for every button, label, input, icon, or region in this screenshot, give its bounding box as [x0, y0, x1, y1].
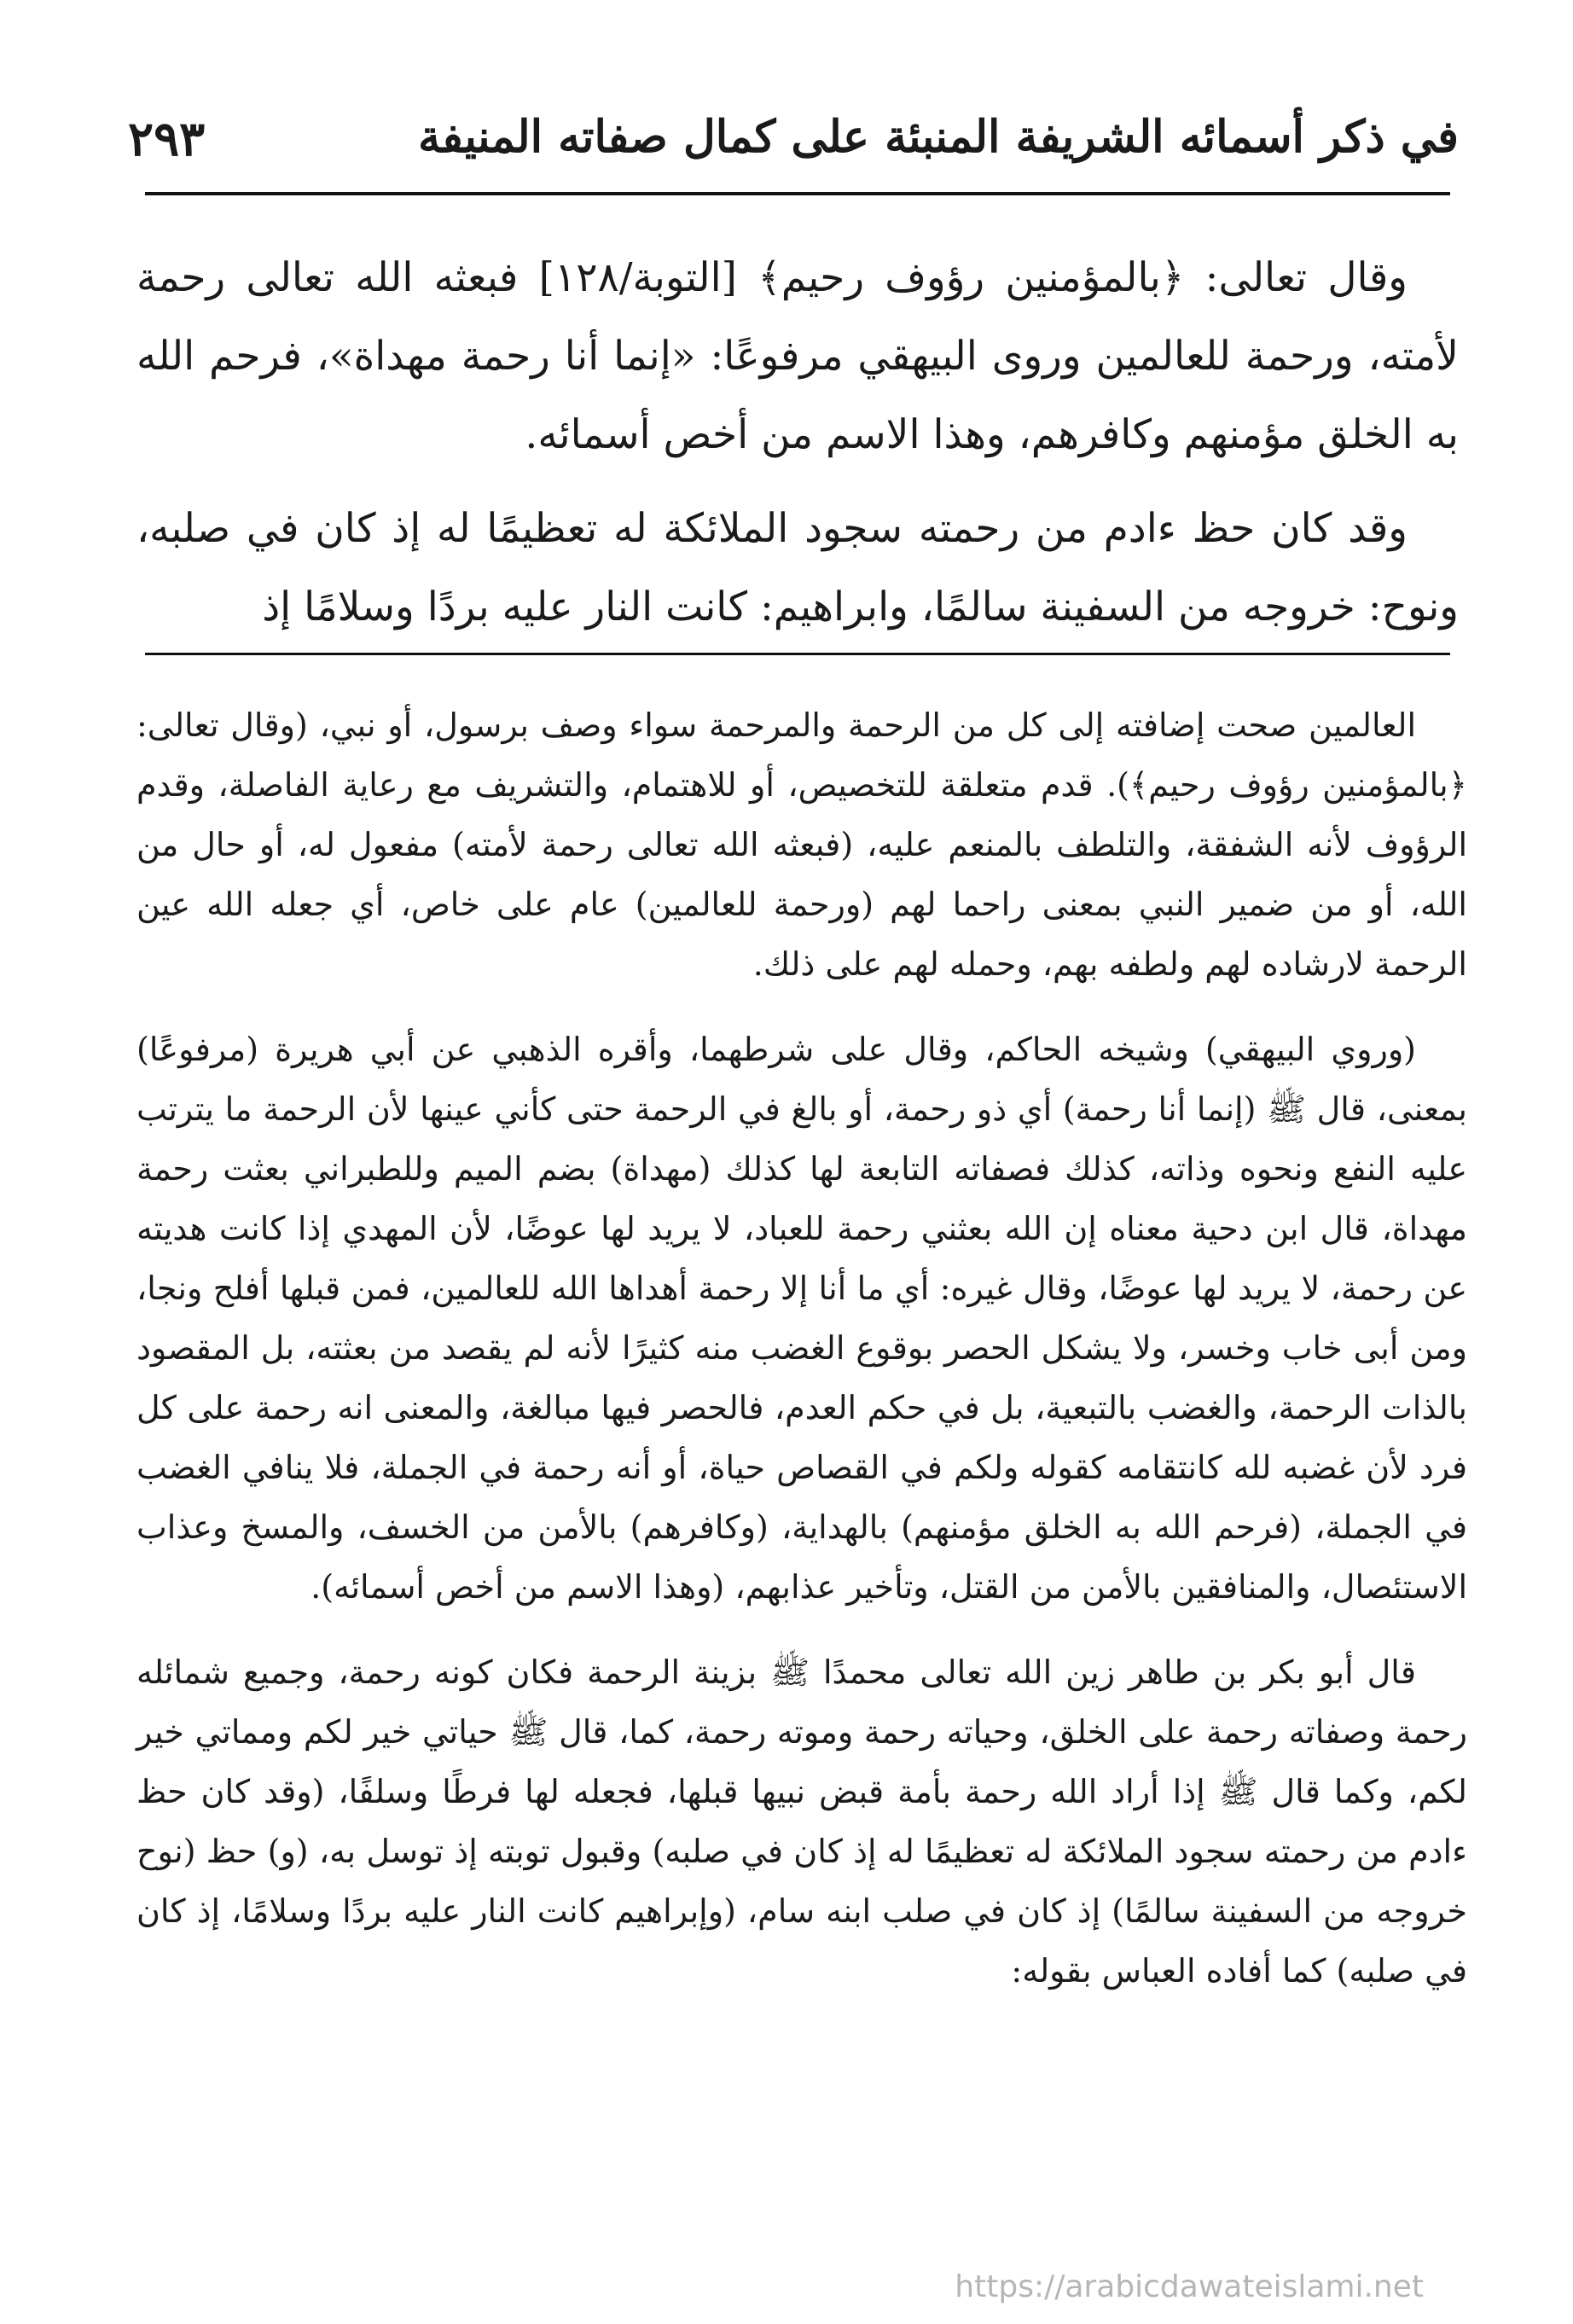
running-title: في ذكر أسمائه الشريفة المنبئة على كمال صفاته المنيفة — [418, 111, 1459, 163]
header-divider — [145, 192, 1450, 195]
main-text-paragraph: وقد كان حظ ءادم من رحمته سجود الملائكة له تعظيمًا له إذ كان في صلبه، ونوح: خروجه من السفينة سالمًا، وابراهيم: كانت النار عليه بردًا وسلامًا إذ — [136, 505, 1459, 630]
page-header — [128, 102, 1459, 196]
commentary-divider — [145, 653, 1450, 655]
commentary-paragraph: العالمين صحت إضافته إلى كل من الرحمة والمرحمة سواء وصف برسول، أو نبي، (وقال تعالى: ﴿بالمؤمنين رؤوف رحيم﴾). قدم متعلقة للتخصيص، أو للاهتمام، والتشريف مع رعاية الفاصلة، وقدم الرؤوف لأنه الشفقة، والتلطف بالمنعم عليه، (فبعثه الله تعالى رحمة لأمته) مفعول له، أو حال من الله، أو من ضمير النبي بمعنى راحما لهم (ورحمة للعالمين) عام على خاص، أي جعله الله عين الرحمة لارشاده لهم ولطفه بهم، وحمله لهم على ذلك. — [136, 706, 1467, 983]
page-number: ٢٩٣ — [128, 111, 206, 167]
commentary-paragraph: (وروي البيهقي) وشيخه الحاكم، وقال على شرطهما، وأقره الذهبي عن أبي هريرة (مرفوعًا) بمعنى، قال ﷺ (إنما أنا رحمة) أي ذو رحمة، أو بالغ في الرحمة حتى كأني عينها لأن الرحمة ما يترتب عليه النفع ونحوه وذاته، كذلك فصفاته التابعة لها كذلك (مهداة) بضم الميم وللطبراني بعثت رحمة مهداة، قال ابن دحية معناه إن الله بعثني رحمة للعباد، لا يريد لها عوضًا، لأن المهدي إذا كانت هديته عن رحمة، لا يريد لها عوضًا، وقال غيره: أي ما أنا إلا رحمة أهداها الله للعالمين، فمن قبلها أفلح ونجا، ومن أبى خاب وخسر، ولا يشكل الحصر بوقوع الغضب منه كثيرًا لأنه لم يقصد من بعثته، بل المقصود بالذات الرحمة، والغضب بالتبعية، بل في حكم العدم، فالحصر فيها مبالغة، والمعنى انه رحمة على كل فرد لأن غضبه لله كانتقامه كقوله ولكم في القصاص حياة، أو أنه رحمة في الجملة، فلا ينافي الغضب في الجملة، (فرحم الله به الخلق مؤمنهم) بالهداية، (وكافرهم) بالأمن من الخسف، والمسخ وعذاب الاستئصال، والمنافقين بالأمن من القتل، وتأخير عذابهم، (وهذا الاسم من أخص أسمائه). — [136, 1031, 1467, 1606]
source-watermark: https://arabicdawateislami.net — [955, 2269, 1424, 2304]
main-text-paragraph: وقال تعالى: ﴿بالمؤمنين رؤوف رحيم﴾ [التوبة/١٢٨] فبعثه الله تعالى رحمة لأمته، ورحمة للعالمين وروى البيهقي مرفوعًا: «إنما أنا رحمة مهداة»، فرحم الله به الخلق مؤمنهم وكافرهم، وهذا الاسم من أخص أسمائه. — [136, 254, 1459, 458]
commentary-text — [136, 695, 1467, 2026]
main-text — [136, 239, 1459, 662]
commentary-paragraph: قال أبو بكر بن طاهر زين الله تعالى محمدًا ﷺ بزينة الرحمة فكان كونه رحمة، وجميع شمائله رحمة وصفاته رحمة على الخلق، وحياته رحمة وموته رحمة، كما، قال ﷺ حياتي خير لكم ومماتي خير لكم، وكما قال ﷺ إذا أراد الله رحمة بأمة قبض نبيها قبلها، فجعله لها فرطًا وسلفًا، (وقد كان حظ ءادم من رحمته سجود الملائكة له تعظيمًا له إذ كان في صلبه) وقبول توبته إذ توسل به، (و) حظ (نوح خروجه من السفينة سالمًا) إذ كان في صلب ابنه سام، (وإبراهيم كانت النار عليه بردًا وسلامًا، إذ كان في صلبه) كما أفاده العباس بقوله: — [136, 1653, 1467, 1990]
